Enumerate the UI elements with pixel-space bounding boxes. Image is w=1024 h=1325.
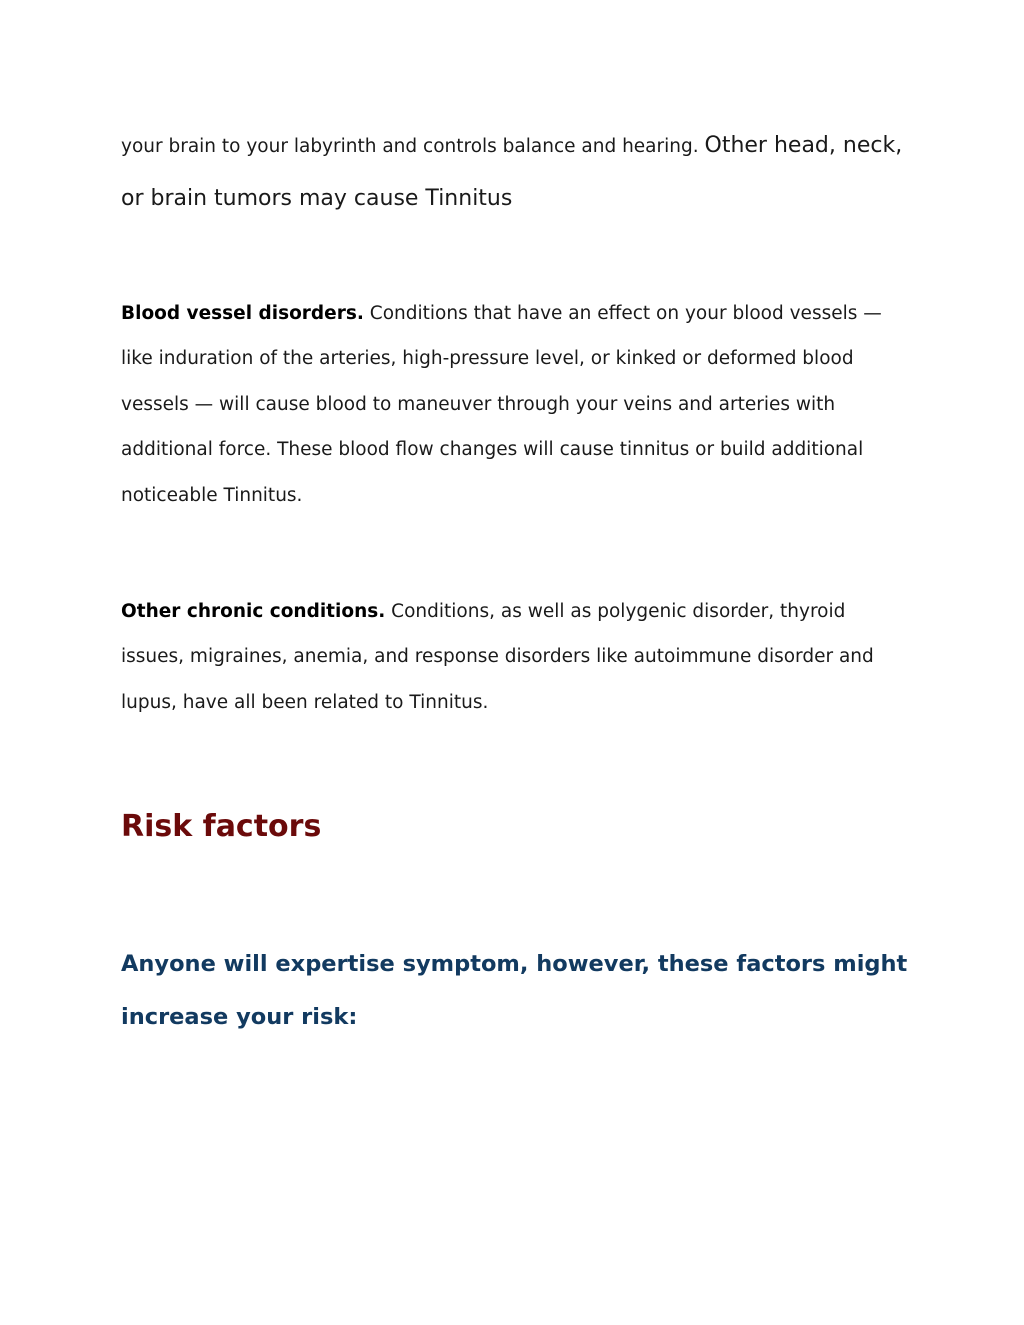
paragraph-blood-vessel-disorders-text: Conditions that have an effect on your blood vessels — like induration of the arteries, high-pressure level, or kinked or deformed blood vessels — will cause blood to maneuver through your veins and arteries with additional force. These blood flow changes will cause tinnitus or build additional noticeable Tinnitus.: [121, 303, 882, 506]
paragraph-tumors-text-small: your brain to your labyrinth and controls balance and hearing.: [121, 136, 699, 157]
paragraph-blood-vessel-disorders-lead: Blood vessel disorders.: [121, 303, 364, 324]
paragraph-chronic-conditions-lead: Other chronic conditions.: [121, 601, 386, 622]
section-heading-risk-factors: Risk factors: [121, 809, 322, 844]
section-subheading: Anyone will expertise symptom, however, these factors might increase your risk:: [121, 951, 908, 1030]
paragraph-tumors-text-large: Other head, neck, or brain tumors may cause Tinnitus: [121, 133, 903, 211]
paragraph-chronic-conditions: [121, 589, 911, 725]
paragraph-tumors: [121, 120, 911, 226]
paragraph-chronic-conditions-text: Conditions, as well as polygenic disorder, thyroid issues, migraines, anemia, and response disorders like autoimmune disorder and lupus, have all been related to Tinnitus.: [121, 601, 874, 713]
paragraph-blood-vessel-disorders: [121, 291, 911, 518]
